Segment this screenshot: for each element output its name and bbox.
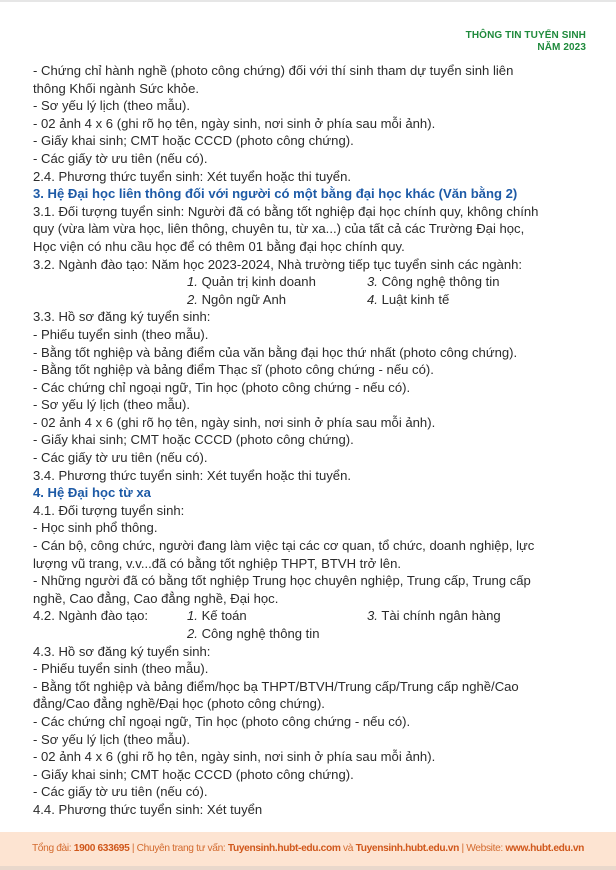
list-item: - Những người đã có bằng tốt nghiệp Trung học chuyên nghiệp, Trung cấp, Trung cấp (33, 573, 531, 589)
page-footer (0, 832, 616, 866)
list-item: - Giấy khai sinh; CMT hoặc CCCD (photo công chứng). (33, 766, 354, 782)
list-item: - Bằng tốt nghiệp và bảng điểm của văn bằng đại học thứ nhất (photo công chứng). (33, 344, 518, 360)
list-item: - Học sinh phổ thông. (33, 520, 158, 536)
top-rule (0, 0, 616, 2)
hotline-number: 1900 633695 (73, 843, 130, 854)
paragraph-line: quy (vừa làm vừa học, liên thông, chuyên tu, từ xa...) của tất cả các Trường Đại học, (33, 221, 525, 237)
list-item: - Bằng tốt nghiệp và bảng điểm/học bạ THPT/BTVH/Trung cấp/Trung cấp nghề/Cao (33, 678, 519, 694)
subsection-line: 2.4. Phương thức tuyển sinh: Xét tuyển hoặc thi tuyển. (33, 168, 352, 184)
section-heading-4: 4. Hệ Đại học từ xa (33, 485, 151, 501)
consult-site-1[interactable]: Tuyensinh.hubt-edu.com (227, 843, 341, 854)
list-item: - Các giấy tờ ưu tiên (nếu có). (33, 150, 208, 166)
list-item: - Cán bộ, công chức, người đang làm việc tại các cơ quan, tổ chức, doanh nghiệp, lực (33, 538, 535, 554)
subsection-line: 4.1. Đối tượng tuyển sinh: (33, 502, 185, 518)
list-item: - Các giấy tờ ưu tiên (nếu có). (33, 784, 208, 800)
paragraph-line: 3.2. Ngành đào tạo: Năm học 2023-2024, Nhà trường tiếp tục tuyển sinh các ngành: (33, 256, 523, 272)
footer-and: và (340, 843, 356, 854)
list-item: - Sơ yếu lý lịch (theo mẫu). (33, 397, 191, 413)
header-title: THÔNG TIN TUYỂN SINH (465, 30, 586, 41)
majors-list-4-row2 (33, 625, 593, 643)
list-item: đẳng/Cao đẳng nghề/Đại học (photo công chứng). (33, 696, 325, 712)
major-item: 1. Kế toán (187, 608, 247, 624)
footer-separator: | Chuyên trang tư vấn: (129, 843, 228, 854)
header-year: NĂM 2023 (537, 42, 586, 53)
list-item: - Phiếu tuyển sinh (theo mẫu). (33, 661, 209, 677)
list-item: - Các chứng chỉ ngoại ngữ, Tin học (photo công chứng - nếu có). (33, 713, 411, 729)
major-item: 4. Luật kinh tế (367, 291, 450, 307)
consult-site-2[interactable]: Tuyensinh.hubt.edu.vn (355, 843, 459, 854)
list-item: - 02 ảnh 4 x 6 (ghi rõ họ tên, ngày sinh, nơi sinh ở phía sau mỗi ảnh). (33, 115, 436, 131)
subsection-line: 3.4. Phương thức tuyển sinh: Xét tuyển hoặc thi tuyển. (33, 467, 352, 483)
majors-list-3 (187, 273, 593, 308)
list-item: nghề, Cao đẳng, Cao đẳng nghề, Đại học. (33, 590, 279, 606)
paragraph-line: - Chứng chỉ hành nghề (photo công chứng) đối với thí sinh tham dự tuyển sinh liên (33, 63, 514, 78)
list-item: - Sơ yếu lý lịch (theo mẫu). (33, 731, 191, 747)
major-item: 3. Tài chính ngân hàng (367, 608, 501, 624)
list-item: - 02 ảnh 4 x 6 (ghi rõ họ tên, ngày sinh, nơi sinh ở phía sau mỗi ảnh). (33, 414, 436, 430)
major-item: 2. Ngôn ngữ Anh (187, 291, 287, 307)
list-item: lượng vũ trang, v.v...đã có bằng tốt nghiệp THPT, BTVH trở lên. (33, 555, 402, 571)
majors-label: 4.2. Ngành đào tạo: (33, 608, 149, 624)
list-item: - Giấy khai sinh; CMT hoặc CCCD (photo công chứng). (33, 133, 354, 149)
major-item: 1. Quản trị kinh doanh (187, 274, 316, 290)
website-link[interactable]: www.hubt.edu.vn (505, 843, 585, 854)
hotline-label: Tổng đài: (31, 843, 74, 854)
subsection-line: 4.3. Hồ sơ đăng ký tuyển sinh: (33, 643, 211, 659)
list-item: - 02 ảnh 4 x 6 (ghi rõ họ tên, ngày sinh, nơi sinh ở phía sau mỗi ảnh). (33, 749, 436, 765)
list-item: - Bằng tốt nghiệp và bảng điểm Thạc sĩ (photo công chứng - nếu có). (33, 362, 434, 378)
section-heading-3: 3. Hệ Đại học liên thông đối với người có một bằng đại học khác (Văn bằng 2) (33, 186, 518, 202)
major-item: 2. Công nghệ thông tin (187, 626, 320, 641)
major-item: 3. Công nghệ thông tin (367, 274, 500, 290)
document-body (33, 62, 593, 819)
subsection-line: 4.4. Phương thức tuyển sinh: Xét tuyển (33, 801, 263, 817)
list-item: - Phiếu tuyển sinh (theo mẫu). (33, 326, 209, 342)
paragraph-line: thông Khối ngành Sức khỏe. (33, 80, 200, 96)
list-item: - Giấy khai sinh; CMT hoặc CCCD (photo công chứng). (33, 432, 354, 448)
paragraph-line: Học viện có nhu cầu học để có thêm 01 bằng đại học chính quy. (33, 238, 405, 254)
page-header (466, 30, 586, 54)
footer-bottom-rule (0, 866, 616, 870)
subsection-line: 3.3. Hồ sơ đăng ký tuyển sinh: (33, 309, 211, 325)
list-item: - Sơ yếu lý lịch (theo mẫu). (33, 98, 191, 114)
footer-separator: | Website: (458, 843, 506, 854)
list-item: - Các giấy tờ ưu tiên (nếu có). (33, 450, 208, 466)
paragraph-line: 3.1. Đối tượng tuyển sinh: Người đã có bằng tốt nghiệp đại học chính quy, không chính (33, 203, 539, 219)
list-item: - Các chứng chỉ ngoại ngữ, Tin học (photo công chứng - nếu có). (33, 379, 411, 395)
majors-list-4 (33, 607, 593, 625)
